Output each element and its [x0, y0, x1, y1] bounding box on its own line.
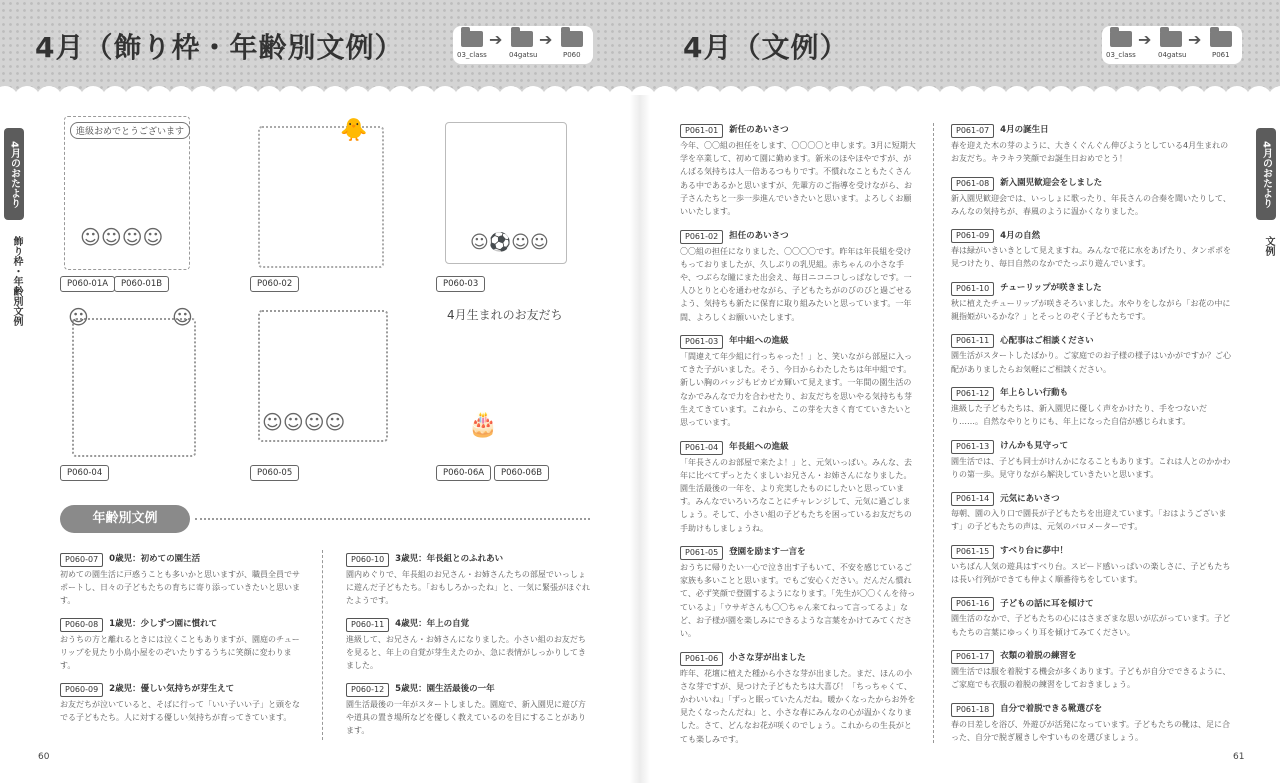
- left-folder-path: [453, 26, 593, 64]
- chick-icon: 🐥: [340, 118, 368, 143]
- page-number: 60: [38, 752, 50, 762]
- example-body: 園生活のなかで、子どもたちの心にはさまざまな思いが広がっています。子どもたちの言葉にゆっくり耳を傾けてみてください。: [951, 614, 1231, 637]
- right-side-section: 文例: [1263, 236, 1274, 256]
- example-body: 園生活がスタートしたばかり。ご家庭でのお子様の様子はいかがですか？ご心配がありましたらお気軽にご相談ください。: [951, 351, 1231, 374]
- text-example: [680, 124, 916, 218]
- folder-label: P061: [1212, 51, 1230, 59]
- section-divider: [195, 518, 590, 520]
- folder-icon: [461, 31, 483, 47]
- left-side-tab: 4月のおたより: [4, 128, 24, 220]
- example-code: P061-10: [951, 282, 994, 296]
- folder-label: 03_class: [457, 51, 487, 59]
- text-example: [951, 440, 1233, 481]
- arrow-right-icon: ➔: [1138, 30, 1152, 49]
- right-folder-path: [1102, 26, 1242, 64]
- text-example: [60, 683, 302, 724]
- left-page-title: 4月（飾り枠・年齢別文例）: [35, 31, 404, 64]
- example-code: P060-09: [60, 683, 103, 697]
- decorative-frame: [258, 126, 384, 268]
- example-code: P061-03: [680, 335, 723, 349]
- example-title: 0歳児：初めての園生活: [109, 554, 201, 565]
- example-code: P060-10: [346, 553, 389, 567]
- frame-id-label: P060-05: [250, 465, 299, 481]
- example-title: 年長組への進級: [729, 441, 789, 452]
- text-example: [951, 545, 1233, 586]
- example-title: 4月の自然: [1000, 230, 1041, 241]
- example-title: 年上らしい行動も: [1000, 388, 1069, 399]
- text-example: [680, 546, 916, 640]
- children-ball-icon: ☺⚽☺☺: [470, 232, 549, 253]
- text-example: [680, 652, 916, 746]
- right-page-title: 4月（文例）: [683, 31, 849, 64]
- example-body: 園生活最後の一年がスタートしました。園庭で、新入園児に遊び方や道具の置き場所などを優しく教えているのを目にすることがあります。: [346, 700, 586, 736]
- example-title: 1歳児：少しずつ園に慣れて: [109, 619, 218, 630]
- example-title: 年中組への進級: [729, 336, 789, 347]
- example-body: 春は緑がいきいきとして見えますね。みんなで花に水をあげたり、タンポポを見つけたり、毎日自然のなかでたっぷり遊んでいます。: [951, 246, 1231, 269]
- example-body: おうちの方と離れるときには泣くこともありますが、園庭のチューリップを見たり小鳥小屋をのぞいたりするうちに笑顔に変わります。: [60, 635, 300, 671]
- example-code: P061-18: [951, 703, 994, 717]
- folder-label: 04gatsu: [509, 51, 538, 59]
- example-body: お友だちが泣いていると、そばに行って「いい子いい子」と頭をなでる子どもたち。人に対する優しい気持ちが育ってきています。: [60, 700, 300, 723]
- text-example: [951, 650, 1233, 691]
- example-code: P061-15: [951, 545, 994, 559]
- folder-label: 03_class: [1106, 51, 1136, 59]
- example-body: 毎朝、園の入り口で園長が子どもたちを出迎えています。「おはようございます」の子どもたちの声は、元気のバロメーターです。: [951, 509, 1227, 532]
- frame-heading-text: 4月生まれのお友だち: [447, 308, 563, 322]
- arrow-right-icon: ➔: [539, 30, 553, 49]
- example-body: 初めての園生活に戸惑うことも多いかと思いますが、職員全員でサポートし、日々の子どもたちの育ちに寄り添っていきたいと思います。: [60, 570, 300, 606]
- example-code: P061-06: [680, 652, 723, 666]
- example-code: P061-01: [680, 124, 723, 138]
- right-side-tab: 4月のおたより: [1256, 128, 1276, 220]
- child-face-icon: ☺: [172, 305, 193, 329]
- example-title: 担任のあいさつ: [729, 230, 789, 241]
- arrow-right-icon: ➔: [1188, 30, 1202, 49]
- frame-id-label: P060-01A: [60, 276, 115, 292]
- example-body: 〇〇組の担任になりました、〇〇〇〇です。昨年は年長組を受けもっておりましたが、久しぶりの乳児組。赤ちゃんの小さな手や、つぶらな瞳にまた出会え、毎日ニコニコしっぱなしです。一人ひとりと心を通わせながら、子どもたちがのびのびと過ごせるよう、気持ちも新たに保育に取り組みたいと思っています。一年間、よろしくお願いいたします。: [680, 246, 912, 322]
- text-example: [346, 683, 590, 738]
- children-illustration-icon: ☺☺☺☺: [80, 225, 164, 249]
- example-code: P061-17: [951, 650, 994, 664]
- folder-label: P060: [563, 51, 581, 59]
- example-body: 今年、〇〇組の担任をします、〇〇〇〇と申します。3月に短期大学を卒業して、初めて園に勤めます。新米のほやほやですが、がんばる気持ちは人一倍あるつもりです。不慣れなこともたくさんある中であるかと思いますが、先輩方のご指導を受けながら、お子さんたちと一歩一歩進んでいきたいと思います。よろしくお願いいたします。: [680, 141, 916, 217]
- text-example: [60, 618, 302, 673]
- decorative-frame: [72, 318, 196, 457]
- example-body: いちばん人気の遊具はすべり台。スピード感いっぱいの楽しさに、子どもたちは長い行列ができても仲よく順番待ちをしています。: [951, 561, 1231, 584]
- example-body: 春の日差しを浴び、外遊びが活発になっています。子どもたちの靴は、足に合った、自分で脱ぎ履きしやすいものを選びましょう。: [951, 719, 1231, 742]
- example-title: チューリップが咲きました: [1000, 283, 1102, 294]
- frame-id-label: P060-02: [250, 276, 299, 292]
- example-title: 2歳児：優しい気持ちが芽生えて: [109, 684, 235, 695]
- frame-id-label: P060-06B: [494, 465, 549, 481]
- example-body: 「年長さんのお部屋で来たよ！」と、元気いっぱい。みんな、去年に比べてずっとたくましいお兄さん・お姉さんになりました。園生活最後の一年を、より充実したものにしたいと思っています。みんなでいろいろなことにチャレンジして、元気に過ごしましょう。そして、小さい組の子どもたちを困っているお友だちの手助けもしましょうね。: [680, 457, 912, 533]
- scallop-bump: [1268, 86, 1280, 104]
- decorative-frame: [445, 300, 578, 460]
- folder-icon: [511, 31, 533, 47]
- column-divider: [322, 550, 323, 740]
- text-example: [680, 230, 916, 324]
- example-title: 新任のあいさつ: [729, 125, 789, 136]
- child-face-icon: ☺: [68, 305, 89, 329]
- text-example: [951, 334, 1233, 375]
- example-title: 心配事はご相談ください: [1000, 335, 1094, 346]
- text-example: [951, 124, 1233, 165]
- frame-id-label: P060-01B: [114, 276, 169, 292]
- example-code: P061-14: [951, 492, 994, 506]
- example-title: 新入園児歓迎会をしました: [1000, 177, 1103, 188]
- frame-id-label: P060-06A: [436, 465, 491, 481]
- section-heading: 年齢別文例: [60, 505, 190, 533]
- folder-icon: [1110, 31, 1132, 47]
- example-code: P061-04: [680, 441, 723, 455]
- text-example: [60, 553, 302, 608]
- example-code: P060-07: [60, 553, 103, 567]
- folder-icon: [1210, 31, 1232, 47]
- example-code: P061-16: [951, 597, 994, 611]
- frame-banner-text: 進級おめでとうございます: [70, 122, 190, 139]
- example-title: 自分で着脱できる靴選びを: [1000, 703, 1103, 714]
- example-code: P061-08: [951, 177, 994, 191]
- example-body: 進級した子どもたちは、新入園児に優しく声をかけたり、手をつないだり……。自然なやりとりにも、年上になった自信が感じられます。: [951, 404, 1207, 427]
- frame-id-label: P060-03: [436, 276, 485, 292]
- example-body: おうちに帰りたい一心で泣き出す子もいて、不安を感じているご家族も多いことと思います。でもご安心ください。だんだん慣れて、必ず笑顔で登園するようになります。「先生が〇〇くんを待っているよ」「ウサギさんも〇〇ちゃん来てねって言ってるよ」など、お子様が園を楽しみにできるような言葉をかけてみてください。: [680, 563, 916, 639]
- text-example: [951, 597, 1233, 638]
- example-title: 4月の誕生日: [1000, 125, 1049, 136]
- text-example: [680, 441, 916, 535]
- example-body: 園生活では、子ども同士がけんかになることもあります。これは人とのかかわりの第一歩。見守りながら解決していきたいと思います。: [951, 456, 1231, 479]
- text-example: [951, 282, 1233, 323]
- birthday-cake-icon: 🎂: [468, 410, 498, 438]
- example-code: P061-02: [680, 230, 723, 244]
- example-body: 昨年、花壇に植えた種から小さな芽が出ました。まだ、ほんの小さな芽ですが、見つけた子どもたちは大喜び！「ちっちゃくて、かわいいね」「ずっと眠っていたんだね。暖かくなったからお外を見たくなったんだね」と、小さな春にみんなの心が温かくなりました。さて、どんなお花が咲くのでしょう。これからの生長がとても楽しみです。: [680, 668, 916, 744]
- example-title: 元気にあいさつ: [1000, 493, 1060, 504]
- example-code: P061-05: [680, 546, 723, 560]
- example-code: P060-08: [60, 618, 103, 632]
- example-title: 3歳児：年長組とのふれあい: [395, 554, 504, 565]
- example-title: 5歳児：園生活最後の一年: [395, 684, 495, 695]
- example-title: すべり台に夢中！: [1000, 546, 1069, 557]
- example-body: 進級して、お兄さん・お姉さんになりました。小さい組のお友だちを見ると、年上の自覚が芽生えたのか、急に表情がしっかりしてきました。: [346, 635, 586, 671]
- folder-icon: [561, 31, 583, 47]
- example-code: P061-11: [951, 334, 994, 348]
- arrow-right-icon: ➔: [489, 30, 503, 49]
- example-code: P061-12: [951, 387, 994, 401]
- example-code: P060-11: [346, 618, 389, 632]
- example-code: P061-13: [951, 440, 994, 454]
- page-gutter: [630, 95, 650, 783]
- frame-id-label: P060-04: [60, 465, 109, 481]
- text-example: [951, 387, 1233, 428]
- example-code: P061-09: [951, 229, 994, 243]
- example-title: 登園を励ます一言を: [729, 547, 806, 558]
- example-body: 園生活では服を着脱する機会が多くあります。子どもが自分でできるように、ご家庭でも衣服の着脱の練習をしておきましょう。: [951, 667, 1231, 690]
- example-body: 秋に植えたチューリップが咲きそろいました。水やりをしながら「お花の中に親指姫がいるかな？」とそっとのぞく子どもたちです。: [951, 298, 1231, 321]
- example-body: 「間違えて年少組に行っちゃった！」と、笑いながら部屋に入ってきた子がいました。そう、今日からわたしたちは年中組です。新しい胸のバッジもピカピカ輝いて見えます。一年間の園生活のなかでみんなで力を合わせたり、お友だちを思いやる気持ちも芽生えてきています。これから、この芽を大きく育てていきたいと思っています。: [680, 352, 912, 428]
- example-title: けんかも見守って: [1000, 440, 1069, 451]
- example-code: P060-12: [346, 683, 389, 697]
- folder-icon: [1160, 31, 1182, 47]
- example-body: 春を迎えた木の芽のように、大きくぐんぐん伸びようとしている4月生まれのお友だち。キラキラ笑顔でお誕生日おめでとう！: [951, 141, 1229, 164]
- text-example: [951, 177, 1233, 218]
- left-side-section: 飾り枠・年齢別文例: [11, 236, 22, 326]
- example-title: 小さな芽が出ました: [729, 652, 806, 663]
- example-title: 衣類の着脱の練習を: [1000, 651, 1077, 662]
- text-example: [680, 335, 916, 429]
- example-code: P061-07: [951, 124, 994, 138]
- text-example: [346, 618, 590, 673]
- text-example: [346, 553, 590, 608]
- text-example: [951, 492, 1233, 533]
- page-number: 61: [1233, 752, 1245, 762]
- children-lunch-icon: ☺☺☺☺: [262, 410, 346, 434]
- text-example: [951, 229, 1233, 270]
- text-example: [951, 703, 1233, 744]
- example-body: 新入園児歓迎会では、いっしょに歌ったり、年長さんの合奏を聞いたりして、みんなの気持ちが、春風のように温かくなりました。: [951, 193, 1231, 216]
- folder-label: 04gatsu: [1158, 51, 1187, 59]
- column-divider: [933, 123, 934, 743]
- example-title: 子どもの話に耳を傾けて: [1000, 598, 1094, 609]
- example-body: 園内めぐりで、年長組のお兄さん・お姉さんたちの部屋でいっしょに遊んだ子どもたち。「おもしろかったね」と、一気に緊張がほぐれたようです。: [346, 570, 590, 606]
- example-title: 4歳児：年上の自覚: [395, 619, 470, 630]
